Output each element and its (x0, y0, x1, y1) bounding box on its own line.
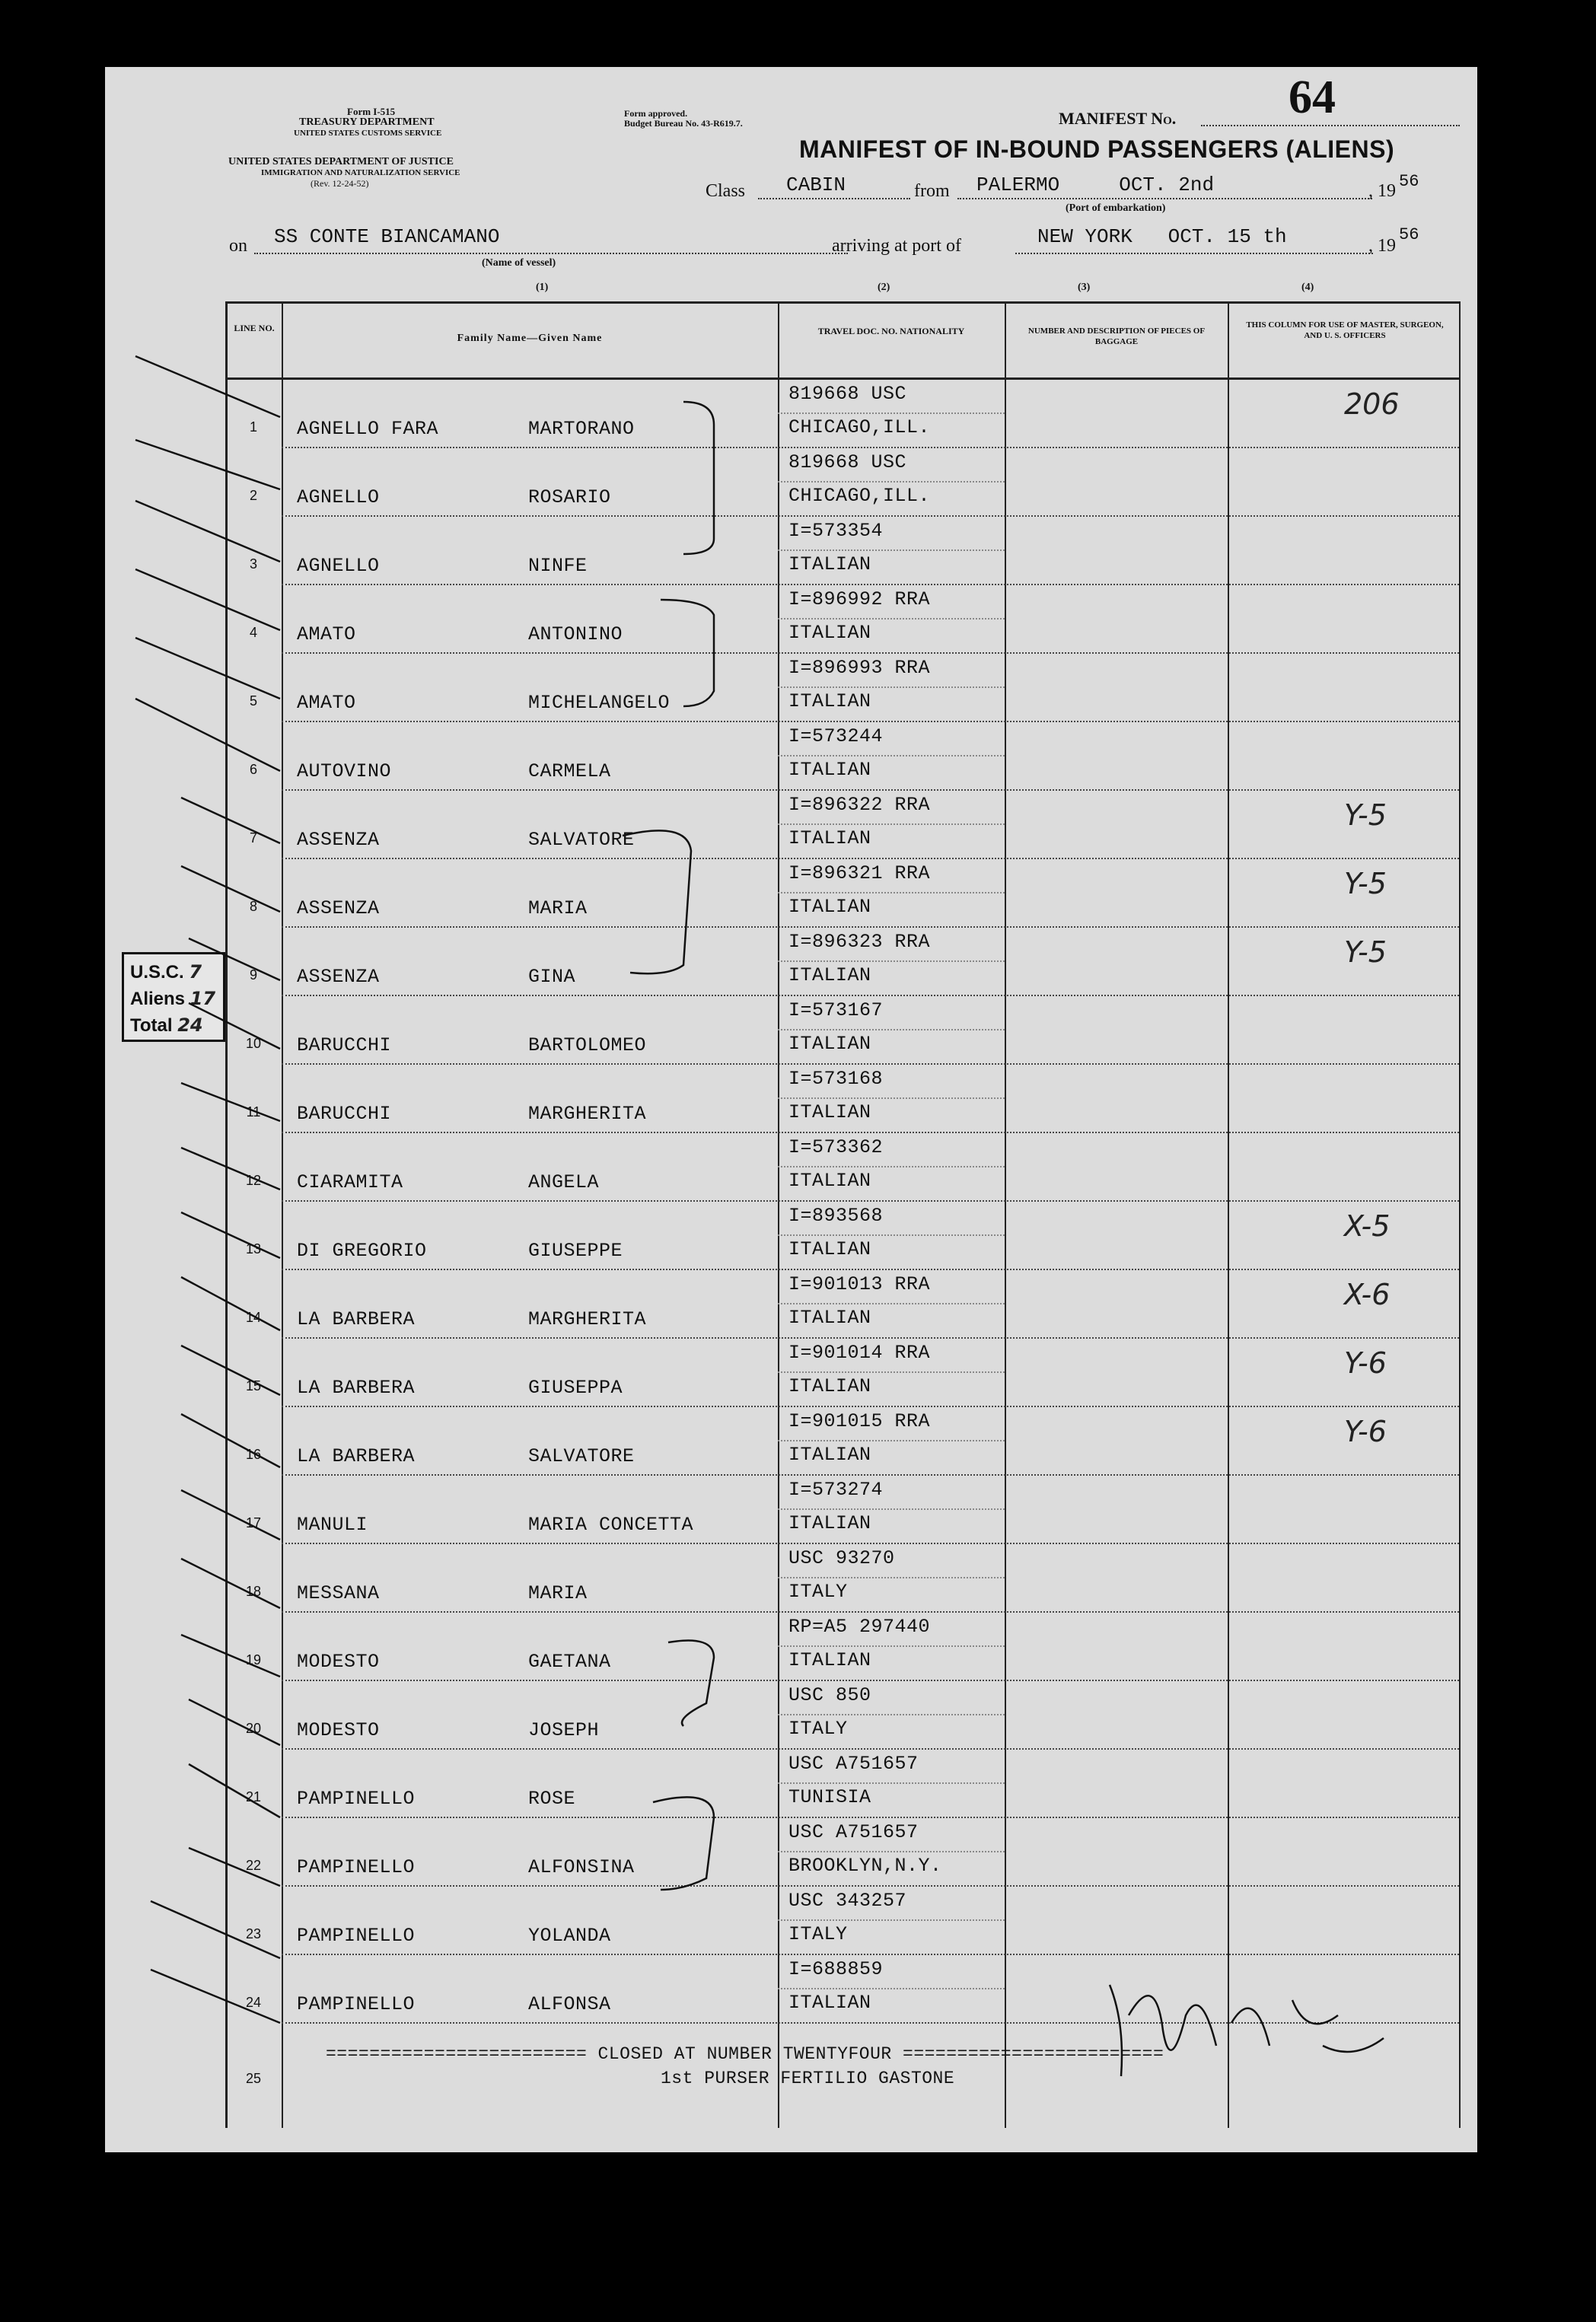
row-given-name: YOLANDA (528, 1925, 611, 1947)
row-family-name: AMATO (297, 692, 356, 714)
row-travel-doc: USC A751657 (788, 1753, 919, 1775)
row-family-name: PAMPINELLO (297, 1856, 416, 1878)
row-nationality: ITALIAN (788, 896, 871, 918)
row-nationality: ITALY (788, 1923, 848, 1945)
col-header-officers: THIS COLUMN FOR USE OF MASTER, SURGEON, AND U. S. OFFICERS (1246, 320, 1444, 340)
purser-line: 1st PURSER FERTILIO GASTONE (661, 2069, 955, 2088)
row-line-no: 5 (249, 693, 257, 709)
row-family-name: MODESTO (297, 1651, 380, 1673)
row-nationality: ITALIAN (788, 827, 871, 849)
manifest-no-label: MANIFEST No. (1059, 109, 1177, 128)
row-given-name: JOSEPH (528, 1719, 600, 1741)
row-travel-doc: I=573274 (788, 1479, 884, 1501)
row-given-name: ROSARIO (528, 486, 611, 508)
class-value: CABIN (786, 174, 846, 196)
port-embarkation-note: (Port of embarkation) (1066, 202, 1166, 214)
form-number: Form I-515 (347, 106, 396, 117)
row-line-no: 17 (245, 1515, 262, 1530)
row-travel-doc: I=896993 RRA (788, 657, 931, 679)
row-officer-note: Y-5 (1344, 935, 1387, 969)
row-officer-note: Y-6 (1344, 1415, 1387, 1448)
row-line-no: 16 (245, 1447, 262, 1462)
row-travel-doc: USC 343257 (788, 1890, 907, 1912)
revision-label: (Rev. 12-24-52) (311, 178, 369, 189)
aliens-count: 17 (190, 988, 216, 1009)
row-given-name: GAETANA (528, 1651, 611, 1673)
col-num-3: (3) (1078, 282, 1091, 293)
row-given-name: ANTONINO (528, 623, 623, 645)
row-officer-note: Y-5 (1344, 867, 1387, 900)
row-line-no: 19 (245, 1652, 262, 1667)
row-line-no: 21 (245, 1789, 262, 1804)
row-given-name: GIUSEPPA (528, 1377, 623, 1399)
row-officer-note: X-6 (1344, 1278, 1391, 1311)
row-line-no: 15 (245, 1378, 262, 1394)
total-count: 24 (177, 1014, 203, 1036)
row-travel-doc: I=573244 (788, 725, 884, 747)
row-given-name: BARTOLOMEO (528, 1034, 647, 1056)
on-label: on (229, 236, 247, 256)
row-family-name: LA BARBERA (297, 1445, 416, 1467)
row-given-name: MICHELANGELO (528, 692, 671, 714)
row-travel-doc: RP=A5 297440 (788, 1616, 931, 1638)
row-family-name: AGNELLO (297, 486, 380, 508)
row-family-name: AUTOVINO (297, 760, 392, 782)
row-nationality: TUNISIA (788, 1786, 871, 1808)
row-family-name: PAMPINELLO (297, 1925, 416, 1947)
row-line-no: 8 (249, 899, 257, 914)
row-given-name: ALFONSA (528, 1993, 611, 2015)
row-line-no: 4 (249, 625, 257, 640)
row-given-name: ANGELA (528, 1171, 600, 1193)
class-label: Class (706, 181, 746, 201)
row-family-name: AGNELLO (297, 555, 380, 577)
row-line-no: 10 (245, 1036, 262, 1051)
row-nationality: ITALIAN (788, 1512, 871, 1534)
row-family-name: ASSENZA (297, 829, 380, 851)
row-family-name: MODESTO (297, 1719, 380, 1741)
row-nationality: ITALIAN (788, 1444, 871, 1466)
row-line-no: 9 (249, 967, 257, 983)
from-year-prefix: , 19 (1368, 181, 1396, 201)
row-given-name: GIUSEPPE (528, 1240, 623, 1262)
justice-label: UNITED STATES DEPARTMENT OF JUSTICE (228, 156, 454, 167)
manifest-number: 64 (1289, 72, 1336, 123)
col-header-line-no: LINE NO. (234, 323, 275, 333)
row-family-name: LA BARBERA (297, 1377, 416, 1399)
row-travel-doc: I=901015 RRA (788, 1410, 931, 1432)
row-given-name: SALVATORE (528, 829, 635, 851)
form-approved-label: Form approved. (624, 108, 688, 119)
row-family-name: MESSANA (297, 1582, 380, 1604)
row-travel-doc: I=893568 (788, 1205, 884, 1227)
row-nationality: CHICAGO,ILL. (788, 485, 931, 507)
row-family-name: BARUCCHI (297, 1034, 392, 1056)
vessel-name: SS CONTE BIANCAMANO (274, 225, 500, 248)
row-given-name: ROSE (528, 1788, 576, 1810)
row-family-name: PAMPINELLO (297, 1993, 416, 2015)
row-nationality: ITALIAN (788, 1307, 871, 1329)
from-label: from (914, 181, 950, 201)
row-given-name: MARTORANO (528, 418, 635, 440)
row-travel-doc: I=896322 RRA (788, 794, 931, 816)
treasury-label: TREASURY DEPARTMENT (299, 116, 435, 128)
row-travel-doc: I=573354 (788, 520, 884, 542)
row-nationality: ITALIAN (788, 1992, 871, 2014)
row-given-name: MARIA (528, 1582, 588, 1604)
row-line-no: 7 (249, 830, 257, 846)
row-travel-doc: USC 93270 (788, 1547, 895, 1569)
row-line-no: 25 (245, 2071, 262, 2086)
row-travel-doc: I=573168 (788, 1068, 884, 1090)
customs-label: UNITED STATES CUSTOMS SERVICE (294, 129, 442, 138)
aliens-label: Aliens (130, 989, 186, 1009)
arrival-year-prefix: , 19 (1368, 236, 1396, 256)
handwritten-marks (105, 67, 1477, 2152)
row-nationality: ITALIAN (788, 1238, 871, 1260)
arrival-port: NEW YORK OCT. 15 th (1037, 225, 1287, 248)
from-value: PALERMO OCT. 2nd (976, 174, 1215, 196)
row-nationality: CHICAGO,ILL. (788, 416, 931, 438)
row-travel-doc: 819668 USC (788, 383, 907, 405)
row-line-no: 12 (245, 1173, 262, 1188)
row-nationality: ITALY (788, 1581, 848, 1603)
row-line-no: 1 (249, 419, 257, 435)
row-line-no: 23 (245, 1926, 262, 1941)
row-line-no: 6 (249, 762, 257, 777)
row-family-name: MANULI (297, 1514, 368, 1536)
row-family-name: CIARAMITA (297, 1171, 403, 1193)
col-num-1: (1) (536, 282, 549, 293)
row-nationality: ITALIAN (788, 1375, 871, 1397)
row-travel-doc: I=688859 (788, 1958, 884, 1980)
arriving-label: arriving at port of (832, 236, 961, 256)
row-family-name: DI GREGORIO (297, 1240, 427, 1262)
row-nationality: ITALIAN (788, 1649, 871, 1671)
row-officer-note: Y-6 (1344, 1346, 1387, 1380)
total-label: Total (130, 1015, 173, 1036)
row-line-no: 22 (245, 1858, 262, 1873)
row-nationality: BROOKLYN,N.Y. (788, 1855, 942, 1877)
manifest-title: MANIFEST OF IN-BOUND PASSENGERS (ALIENS) (799, 135, 1395, 163)
row-nationality: ITALIAN (788, 964, 871, 986)
row-nationality: ITALIAN (788, 1170, 871, 1192)
row-line-no: 20 (245, 1721, 262, 1736)
row-nationality: ITALIAN (788, 1101, 871, 1123)
row-officer-note: Y-5 (1344, 798, 1387, 832)
row-officer-note: 206 (1344, 387, 1400, 421)
row-nationality: ITALIAN (788, 622, 871, 644)
row-travel-doc: I=901013 RRA (788, 1273, 931, 1295)
row-family-name: ASSENZA (297, 897, 380, 919)
row-officer-note: X-5 (1344, 1209, 1391, 1243)
row-nationality: ITALY (788, 1718, 848, 1740)
col-header-name: Family Name—Given Name (457, 333, 603, 344)
budget-bureau-label: Budget Bureau No. 43-R619.7. (624, 118, 743, 129)
row-travel-doc: I=896321 RRA (788, 862, 931, 884)
manifest-page (105, 67, 1477, 2152)
row-family-name: AMATO (297, 623, 356, 645)
row-family-name: AGNELLO FARA (297, 418, 439, 440)
row-nationality: ITALIAN (788, 1033, 871, 1055)
row-line-no: 2 (249, 488, 257, 503)
usc-label: U.S.C. (130, 962, 184, 983)
row-travel-doc: I=573362 (788, 1136, 884, 1158)
row-nationality: ITALIAN (788, 759, 871, 781)
ins-label: IMMIGRATION AND NATURALIZATION SERVICE (261, 168, 460, 177)
col-header-travel-doc: TRAVEL DOC. NO. NATIONALITY (817, 326, 965, 336)
row-given-name: GINA (528, 966, 576, 988)
arrival-year-value: 56 (1399, 225, 1419, 244)
row-line-no: 11 (246, 1104, 261, 1120)
row-travel-doc: I=901014 RRA (788, 1342, 931, 1364)
row-family-name: LA BARBERA (297, 1308, 416, 1330)
row-family-name: BARUCCHI (297, 1103, 392, 1125)
from-year-value: 56 (1399, 172, 1419, 191)
usc-count: 7 (189, 961, 202, 983)
row-line-no: 14 (245, 1310, 262, 1325)
col-header-baggage: NUMBER AND DESCRIPTION OF PIECES OF BAGGAGE (1027, 326, 1206, 346)
row-given-name: MARGHERITA (528, 1103, 647, 1125)
row-given-name: MARIA CONCETTA (528, 1514, 694, 1536)
row-line-no: 13 (245, 1241, 262, 1257)
row-family-name: ASSENZA (297, 966, 380, 988)
row-line-no: 3 (249, 556, 257, 572)
row-family-name: PAMPINELLO (297, 1788, 416, 1810)
closing-line: ======================== CLOSED AT NUMBER TWENTYFOUR ======================== (326, 2044, 1164, 2064)
row-travel-doc: I=896323 RRA (788, 931, 931, 953)
row-travel-doc: USC 850 (788, 1684, 871, 1706)
col-num-4: (4) (1301, 282, 1314, 293)
row-nationality: ITALIAN (788, 553, 871, 575)
col-num-2: (2) (878, 282, 890, 293)
row-given-name: CARMELA (528, 760, 611, 782)
row-line-no: 24 (245, 1995, 262, 2010)
row-given-name: SALVATORE (528, 1445, 635, 1467)
row-nationality: ITALIAN (788, 690, 871, 712)
row-travel-doc: I=573167 (788, 999, 884, 1021)
row-given-name: MARGHERITA (528, 1308, 647, 1330)
row-travel-doc: 819668 USC (788, 451, 907, 473)
row-travel-doc: I=896992 RRA (788, 588, 931, 610)
vessel-note: (Name of vessel) (482, 257, 556, 269)
row-line-no: 18 (245, 1584, 262, 1599)
row-travel-doc: USC A751657 (788, 1821, 919, 1843)
row-given-name: NINFE (528, 555, 588, 577)
row-given-name: MARIA (528, 897, 588, 919)
row-given-name: ALFONSINA (528, 1856, 635, 1878)
